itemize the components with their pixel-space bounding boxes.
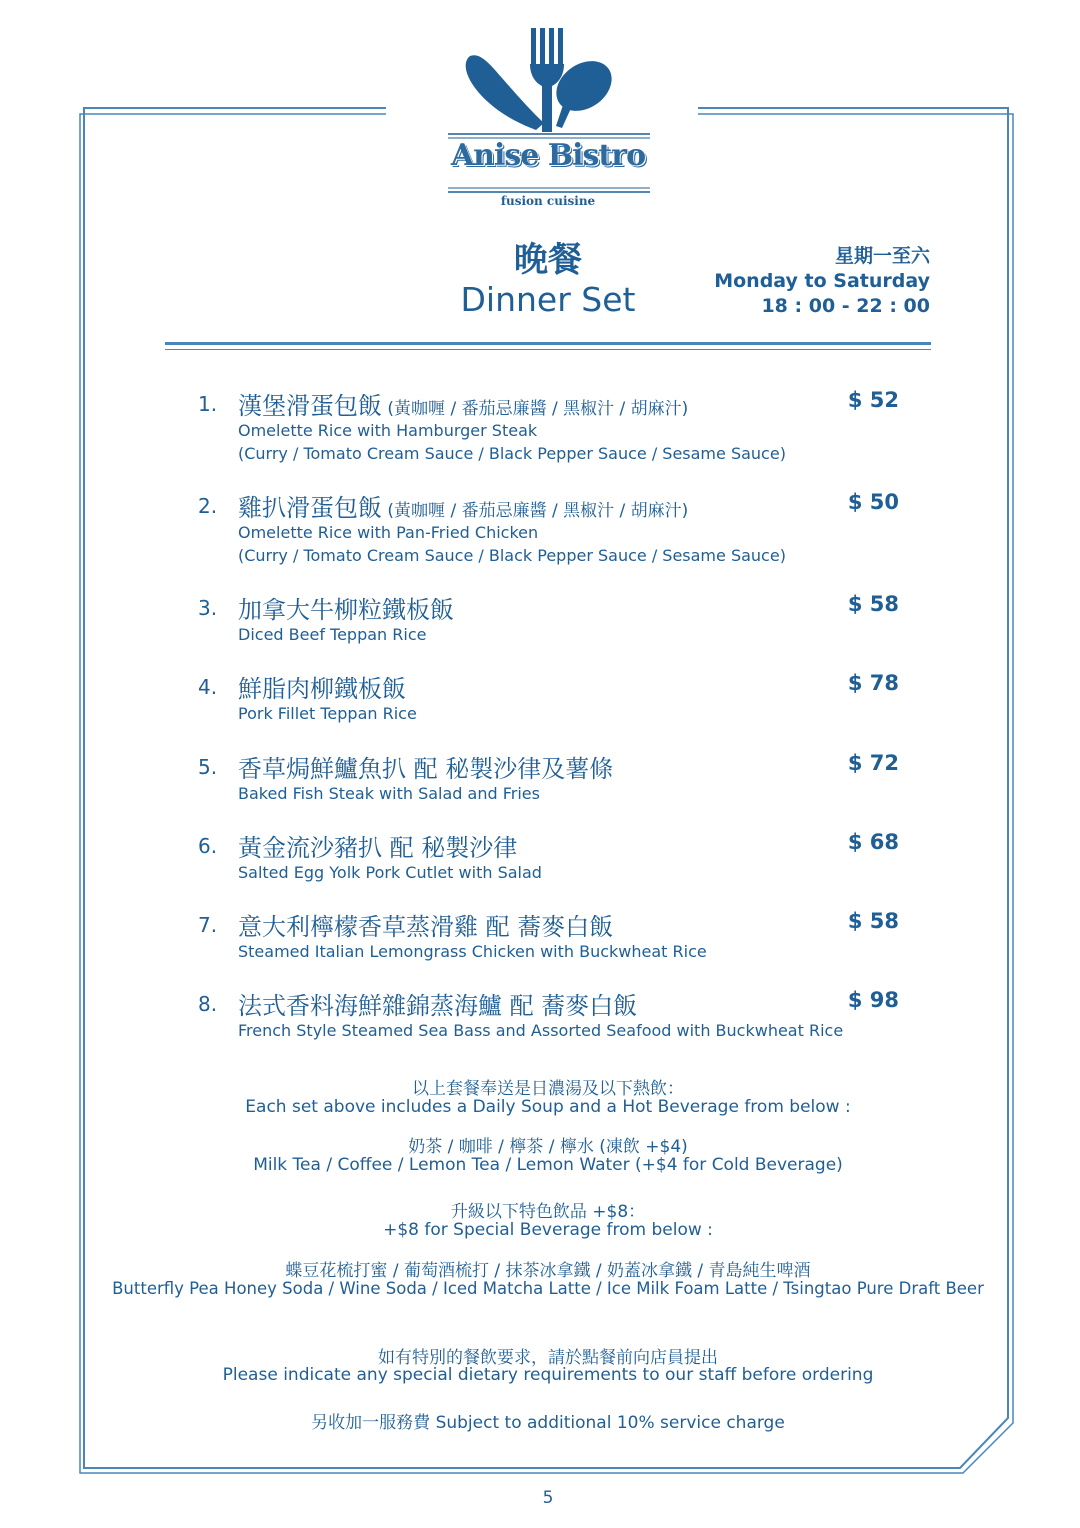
header-divider (165, 342, 931, 345)
item-price: $ 68 (847, 830, 899, 854)
special-drinks-en: Butterfly Pea Honey Soda / Wine Soda / Iced Matcha Latte / Ice Milk Foam Latte / Tsingtao Pure Draft Beer (112, 1279, 984, 1298)
item-number: 1. (198, 392, 218, 416)
days-en: Monday to Saturday (714, 270, 930, 292)
page-title-zh: 晚餐 (514, 240, 582, 280)
drinks-list-en: Milk Tea / Coffee / Lemon Tea / Lemon Water (+$4 for Cold Beverage) (253, 1155, 843, 1175)
item-name-en: Steamed Italian Lemongrass Chicken with Buckwheat Rice (238, 942, 707, 961)
item-name-en: Omelette Rice with Pan-Fried Chicken (Curry / Tomato Cream Sauce / Black Pepper Sauce / Sesame Sauce) (238, 523, 786, 565)
opening-hours (714, 244, 930, 319)
item-name-zh: 雞扒滑蛋包飯 (黃咖喱 / 番茄忌廉醬 / 黑椒汁 / 胡麻汁) (238, 494, 689, 522)
item-sauce-options-en: (Curry / Tomato Cream Sauce / Black Pepper Sauce / Sesame Sauce) (238, 546, 786, 565)
item-name-en: French Style Steamed Sea Bass and Assorted Seafood with Buckwheat Rice (238, 1021, 844, 1040)
page-number: 5 (542, 1488, 554, 1508)
item-price: $ 50 (847, 490, 899, 514)
item-sauce-options-en: (Curry / Tomato Cream Sauce / Black Pepper Sauce / Sesame Sauce) (238, 444, 786, 463)
dietary-note-zh: 如有特別的餐飲要求，請於點餐前向店員提出 (378, 1348, 718, 1368)
item-name-zh: 加拿大牛柳粒鐵板飯 (238, 596, 454, 624)
service-charge-note: 另收加一服務費 Subject to additional 10% service charge (311, 1413, 785, 1433)
item-name-zh: 法式香料海鮮雜錦蒸海鱸 配 蕎麥白飯 (238, 992, 638, 1020)
item-name-en: Omelette Rice with Hamburger Steak (Curry / Tomato Cream Sauce / Black Pepper Sauce / Sesame Sauce) (238, 421, 786, 463)
drinks-list-zh: 奶茶 / 咖啡 / 檸茶 / 檸水 (凍飲 +$4) (408, 1137, 688, 1157)
item-name-en: Diced Beef Teppan Rice (238, 625, 427, 644)
item-price: $ 52 (847, 388, 899, 412)
item-name-zh: 鮮脂肉柳鐵板飯 (238, 675, 406, 703)
item-price: $ 72 (847, 751, 899, 775)
brand-name: Anise Bistro (450, 138, 646, 173)
item-number: 7. (198, 913, 218, 937)
item-number: 3. (198, 596, 218, 620)
item-name-en: Pork Fillet Teppan Rice (238, 704, 417, 723)
item-name-en: Salted Egg Yolk Pork Cutlet with Salad (238, 863, 542, 882)
item-number: 2. (198, 494, 218, 518)
item-price: $ 58 (847, 909, 899, 933)
days-zh: 星期一至六 (834, 245, 930, 267)
special-drinks-zh: 蝶豆花梳打蜜 / 葡萄酒梳打 / 抹茶冰拿鐵 / 奶蓋冰拿鐵 / 青島純生啤酒 (285, 1261, 811, 1281)
brand-tagline: fusion cuisine (500, 194, 596, 208)
item-number: 6. (198, 834, 218, 858)
item-price: $ 98 (847, 988, 899, 1012)
spoon-icon (547, 51, 621, 128)
header-divider-thin (165, 349, 931, 350)
item-price: $ 78 (847, 671, 899, 695)
upgrade-note-zh: 升級以下特色飲品 +$8： (450, 1202, 646, 1222)
item-sauce-options-zh: (黃咖喱 / 番茄忌廉醬 / 黑椒汁 / 胡麻汁) (382, 501, 689, 521)
includes-note-zh: 以上套餐奉送是日濃湯及以下熱飲： (412, 1079, 684, 1099)
includes-note-en: Each set above includes a Daily Soup and a Hot Beverage from below : (245, 1097, 851, 1117)
item-price: $ 58 (847, 592, 899, 616)
dietary-note-en: Please indicate any special dietary requirements to our staff before ordering (222, 1365, 874, 1385)
restaurant-logo (440, 20, 656, 208)
item-number: 8. (198, 992, 218, 1016)
item-name-zh: 黃金流沙豬扒 配 秘製沙律 (238, 834, 518, 862)
item-name-zh: 意大利檸檬香草蒸滑雞 配 蕎麥白飯 (238, 913, 614, 941)
item-name-zh: 香草焗鮮鱸魚扒 配 秘製沙律及薯條 (238, 755, 614, 783)
hours-range: 18 : 00 - 22 : 00 (761, 295, 930, 317)
upgrade-note-en: +$8 for Special Beverage from below : (383, 1220, 713, 1240)
item-number: 5. (198, 755, 218, 779)
item-name-zh: 漢堡滑蛋包飯 (黃咖喱 / 番茄忌廉醬 / 黑椒汁 / 胡麻汁) (238, 392, 689, 420)
page-title-en: Dinner Set (460, 280, 636, 319)
item-sauce-options-zh: (黃咖喱 / 番茄忌廉醬 / 黑椒汁 / 胡麻汁) (382, 399, 689, 419)
item-name-en: Baked Fish Steak with Salad and Fries (238, 784, 540, 803)
item-number: 4. (198, 675, 218, 699)
